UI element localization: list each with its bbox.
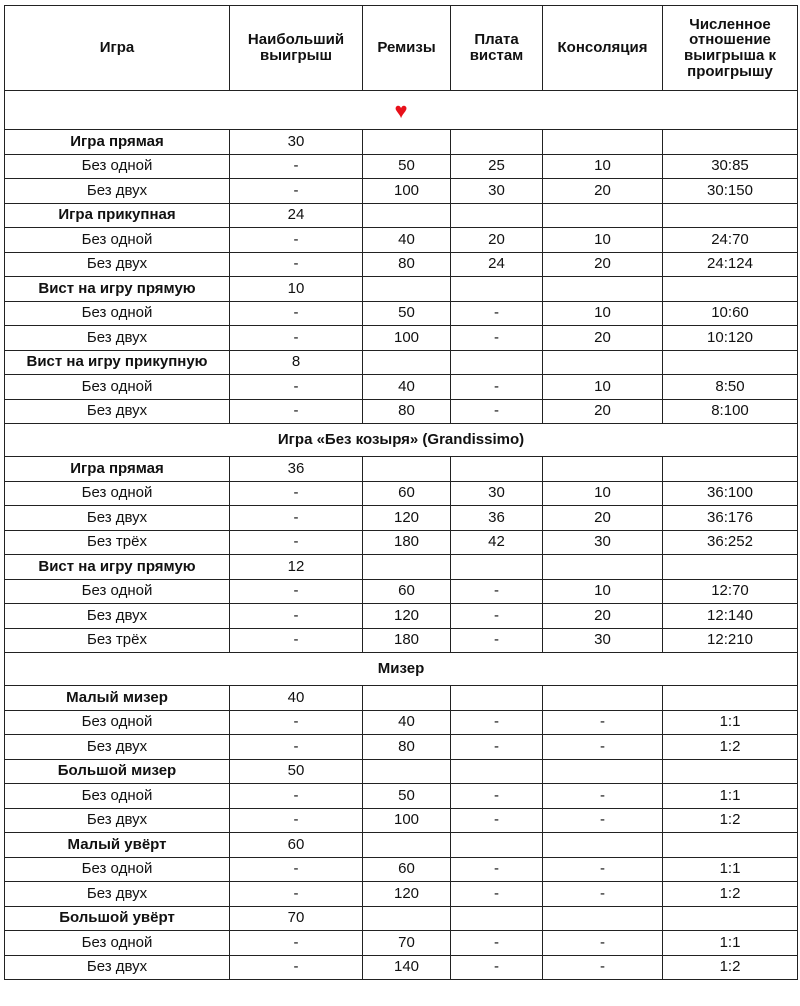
penalty-row: [5, 882, 798, 907]
cell-game: Без одной: [5, 784, 230, 809]
cell-game: Без одной: [5, 579, 230, 604]
penalty-row: [5, 784, 798, 809]
cell-game: Вист на игру прямую: [5, 277, 230, 302]
cell-max-win: 36: [230, 457, 363, 482]
cell-whist-pay: 30: [451, 481, 543, 506]
cell-whist-pay: [451, 457, 543, 482]
cell-max-win: 24: [230, 203, 363, 228]
cell-game: Большой мизер: [5, 759, 230, 784]
cell-max-win: 8: [230, 350, 363, 375]
cell-game: Без одной: [5, 931, 230, 956]
cell-max-win: -: [230, 955, 363, 980]
cell-max-win: -: [230, 735, 363, 760]
cell-consolation: 10: [543, 579, 663, 604]
cell-consolation: 10: [543, 301, 663, 326]
cell-max-win: 40: [230, 686, 363, 711]
payout-table: [4, 5, 798, 980]
penalty-row: [5, 604, 798, 629]
cell-consolation: 10: [543, 228, 663, 253]
penalty-row: [5, 628, 798, 653]
cell-game: Без одной: [5, 301, 230, 326]
cell-max-win: 30: [230, 130, 363, 155]
penalty-row: [5, 301, 798, 326]
cell-whist-pay: 25: [451, 154, 543, 179]
cell-max-win: -: [230, 808, 363, 833]
cell-game: Без одной: [5, 710, 230, 735]
header-ratio: Численное отношение выигрыша к проигрышу: [663, 6, 798, 91]
cell-remises: 80: [363, 735, 451, 760]
penalty-row: [5, 735, 798, 760]
cell-game: Игра прямая: [5, 130, 230, 155]
cell-remises: 100: [363, 326, 451, 351]
cell-consolation: [543, 555, 663, 580]
cell-remises: [363, 350, 451, 375]
cell-consolation: 30: [543, 530, 663, 555]
cell-consolation: -: [543, 784, 663, 809]
cell-remises: [363, 686, 451, 711]
cell-consolation: 20: [543, 506, 663, 531]
cell-max-win: -: [230, 301, 363, 326]
section-header-row: [5, 91, 798, 130]
cell-ratio: 1:2: [663, 735, 798, 760]
cell-whist-pay: [451, 686, 543, 711]
cell-ratio: 30:150: [663, 179, 798, 204]
cell-whist-pay: -: [451, 604, 543, 629]
cell-whist-pay: [451, 906, 543, 931]
cell-remises: [363, 906, 451, 931]
cell-ratio: 24:70: [663, 228, 798, 253]
cell-remises: 100: [363, 808, 451, 833]
cell-game: Без двух: [5, 399, 230, 424]
penalty-row: [5, 808, 798, 833]
cell-consolation: 20: [543, 252, 663, 277]
cell-whist-pay: -: [451, 808, 543, 833]
cell-max-win: 60: [230, 833, 363, 858]
cell-remises: 80: [363, 399, 451, 424]
penalty-row: [5, 326, 798, 351]
cell-game: Без двух: [5, 179, 230, 204]
cell-game: Игра прикупная: [5, 203, 230, 228]
cell-game: Малый мизер: [5, 686, 230, 711]
section-header-row: [5, 653, 798, 686]
game-row: [5, 457, 798, 482]
cell-max-win: 10: [230, 277, 363, 302]
game-row: [5, 686, 798, 711]
cell-consolation: [543, 130, 663, 155]
penalty-row: [5, 399, 798, 424]
game-row: [5, 277, 798, 302]
cell-whist-pay: [451, 833, 543, 858]
cell-whist-pay: [451, 555, 543, 580]
cell-max-win: -: [230, 857, 363, 882]
cell-remises: 120: [363, 604, 451, 629]
cell-consolation: -: [543, 710, 663, 735]
game-row: [5, 555, 798, 580]
cell-ratio: 1:1: [663, 784, 798, 809]
cell-whist-pay: -: [451, 735, 543, 760]
cell-max-win: -: [230, 579, 363, 604]
header-game: Игра: [5, 6, 230, 91]
cell-game: Без одной: [5, 375, 230, 400]
cell-ratio: 1:1: [663, 931, 798, 956]
cell-whist-pay: -: [451, 375, 543, 400]
cell-whist-pay: -: [451, 301, 543, 326]
cell-max-win: -: [230, 628, 363, 653]
cell-max-win: -: [230, 530, 363, 555]
cell-consolation: [543, 457, 663, 482]
game-row: [5, 759, 798, 784]
cell-max-win: -: [230, 399, 363, 424]
cell-remises: 40: [363, 710, 451, 735]
cell-whist-pay: -: [451, 882, 543, 907]
table-body: [5, 91, 798, 980]
header-consolation: Консоляция: [543, 6, 663, 91]
cell-max-win: -: [230, 228, 363, 253]
cell-game: Вист на игру прямую: [5, 555, 230, 580]
cell-game: Вист на игру прикупную: [5, 350, 230, 375]
cell-ratio: 10:120: [663, 326, 798, 351]
cell-whist-pay: -: [451, 399, 543, 424]
penalty-row: [5, 710, 798, 735]
cell-game: Малый увёрт: [5, 833, 230, 858]
cell-max-win: 70: [230, 906, 363, 931]
section-title: Мизер: [5, 653, 798, 686]
cell-remises: 180: [363, 530, 451, 555]
cell-whist-pay: [451, 203, 543, 228]
cell-ratio: 12:140: [663, 604, 798, 629]
cell-game: Без одной: [5, 481, 230, 506]
cell-ratio: 36:176: [663, 506, 798, 531]
penalty-row: [5, 179, 798, 204]
cell-ratio: 12:70: [663, 579, 798, 604]
cell-ratio: 30:85: [663, 154, 798, 179]
cell-consolation: [543, 759, 663, 784]
cell-whist-pay: 36: [451, 506, 543, 531]
cell-ratio: [663, 203, 798, 228]
cell-remises: 50: [363, 784, 451, 809]
game-row: [5, 833, 798, 858]
cell-game: Большой увёрт: [5, 906, 230, 931]
cell-whist-pay: -: [451, 857, 543, 882]
cell-ratio: [663, 906, 798, 931]
cell-consolation: 20: [543, 326, 663, 351]
cell-max-win: -: [230, 326, 363, 351]
cell-game: Игра прямая: [5, 457, 230, 482]
cell-game: Без одной: [5, 228, 230, 253]
cell-max-win: -: [230, 252, 363, 277]
cell-remises: [363, 833, 451, 858]
cell-game: Без двух: [5, 955, 230, 980]
heart-suit-icon: ♥: [394, 98, 408, 123]
section-suit-cell: [5, 91, 798, 130]
cell-remises: 80: [363, 252, 451, 277]
cell-consolation: -: [543, 735, 663, 760]
cell-whist-pay: -: [451, 628, 543, 653]
cell-consolation: -: [543, 808, 663, 833]
cell-consolation: -: [543, 857, 663, 882]
header-whist-pay: Плата вистам: [451, 6, 543, 91]
penalty-row: [5, 154, 798, 179]
cell-game: Без двух: [5, 604, 230, 629]
cell-game: Без двух: [5, 506, 230, 531]
cell-ratio: [663, 130, 798, 155]
penalty-row: [5, 579, 798, 604]
cell-consolation: 30: [543, 628, 663, 653]
cell-game: Без двух: [5, 326, 230, 351]
cell-whist-pay: [451, 350, 543, 375]
cell-remises: 40: [363, 375, 451, 400]
cell-whist-pay: [451, 130, 543, 155]
cell-ratio: 36:100: [663, 481, 798, 506]
cell-remises: 50: [363, 301, 451, 326]
cell-whist-pay: [451, 759, 543, 784]
cell-ratio: 1:2: [663, 955, 798, 980]
cell-remises: 120: [363, 882, 451, 907]
cell-consolation: -: [543, 955, 663, 980]
cell-remises: 70: [363, 931, 451, 956]
cell-max-win: -: [230, 375, 363, 400]
penalty-row: [5, 375, 798, 400]
cell-whist-pay: 42: [451, 530, 543, 555]
cell-consolation: [543, 833, 663, 858]
cell-consolation: [543, 203, 663, 228]
cell-max-win: -: [230, 506, 363, 531]
game-row: [5, 350, 798, 375]
cell-max-win: -: [230, 481, 363, 506]
game-row: [5, 130, 798, 155]
penalty-row: [5, 506, 798, 531]
cell-game: Без одной: [5, 154, 230, 179]
cell-consolation: 20: [543, 179, 663, 204]
cell-whist-pay: 20: [451, 228, 543, 253]
cell-game: Без двух: [5, 808, 230, 833]
cell-ratio: 1:2: [663, 808, 798, 833]
cell-remises: [363, 130, 451, 155]
cell-whist-pay: 30: [451, 179, 543, 204]
penalty-row: [5, 481, 798, 506]
cell-remises: [363, 759, 451, 784]
cell-ratio: 1:1: [663, 710, 798, 735]
cell-max-win: -: [230, 882, 363, 907]
cell-consolation: 20: [543, 604, 663, 629]
cell-consolation: 10: [543, 375, 663, 400]
cell-consolation: [543, 686, 663, 711]
penalty-row: [5, 530, 798, 555]
cell-remises: 140: [363, 955, 451, 980]
cell-whist-pay: -: [451, 784, 543, 809]
penalty-row: [5, 252, 798, 277]
cell-consolation: [543, 350, 663, 375]
section-title: Игра «Без козыря» (Grandissimo): [5, 424, 798, 457]
cell-ratio: 24:124: [663, 252, 798, 277]
cell-game: Без одной: [5, 857, 230, 882]
cell-consolation: 20: [543, 399, 663, 424]
cell-game: Без трёх: [5, 628, 230, 653]
cell-remises: 40: [363, 228, 451, 253]
penalty-row: [5, 857, 798, 882]
cell-game: Без двух: [5, 252, 230, 277]
cell-consolation: 10: [543, 154, 663, 179]
penalty-row: [5, 931, 798, 956]
cell-max-win: -: [230, 154, 363, 179]
table-header: [5, 6, 798, 91]
game-row: [5, 906, 798, 931]
cell-max-win: -: [230, 179, 363, 204]
cell-game: Без двух: [5, 882, 230, 907]
cell-whist-pay: [451, 277, 543, 302]
cell-max-win: -: [230, 710, 363, 735]
cell-ratio: [663, 759, 798, 784]
penalty-row: [5, 228, 798, 253]
cell-ratio: [663, 833, 798, 858]
penalty-row: [5, 955, 798, 980]
header-remises: Ремизы: [363, 6, 451, 91]
cell-whist-pay: 24: [451, 252, 543, 277]
game-row: [5, 203, 798, 228]
cell-remises: 180: [363, 628, 451, 653]
cell-remises: [363, 555, 451, 580]
cell-remises: 60: [363, 481, 451, 506]
cell-whist-pay: -: [451, 710, 543, 735]
cell-remises: 50: [363, 154, 451, 179]
cell-ratio: [663, 457, 798, 482]
cell-whist-pay: -: [451, 326, 543, 351]
cell-whist-pay: -: [451, 931, 543, 956]
cell-remises: [363, 457, 451, 482]
cell-game: Без трёх: [5, 530, 230, 555]
cell-remises: [363, 277, 451, 302]
header-row: [5, 6, 798, 91]
cell-ratio: [663, 350, 798, 375]
section-header-row: [5, 424, 798, 457]
cell-game: Без двух: [5, 735, 230, 760]
cell-ratio: [663, 686, 798, 711]
cell-max-win: -: [230, 784, 363, 809]
cell-whist-pay: -: [451, 955, 543, 980]
cell-ratio: [663, 555, 798, 580]
cell-consolation: [543, 906, 663, 931]
cell-ratio: 8:50: [663, 375, 798, 400]
cell-ratio: [663, 277, 798, 302]
cell-whist-pay: -: [451, 579, 543, 604]
cell-max-win: -: [230, 931, 363, 956]
cell-ratio: 1:2: [663, 882, 798, 907]
header-max-win: Наибольший выигрыш: [230, 6, 363, 91]
cell-max-win: 50: [230, 759, 363, 784]
cell-remises: 60: [363, 579, 451, 604]
cell-consolation: [543, 277, 663, 302]
cell-ratio: 12:210: [663, 628, 798, 653]
cell-ratio: 1:1: [663, 857, 798, 882]
cell-remises: 100: [363, 179, 451, 204]
cell-consolation: 10: [543, 481, 663, 506]
cell-ratio: 36:252: [663, 530, 798, 555]
cell-max-win: 12: [230, 555, 363, 580]
cell-remises: 60: [363, 857, 451, 882]
cell-remises: [363, 203, 451, 228]
cell-remises: 120: [363, 506, 451, 531]
cell-consolation: -: [543, 931, 663, 956]
cell-ratio: 8:100: [663, 399, 798, 424]
cell-consolation: -: [543, 882, 663, 907]
cell-max-win: -: [230, 604, 363, 629]
cell-ratio: 10:60: [663, 301, 798, 326]
